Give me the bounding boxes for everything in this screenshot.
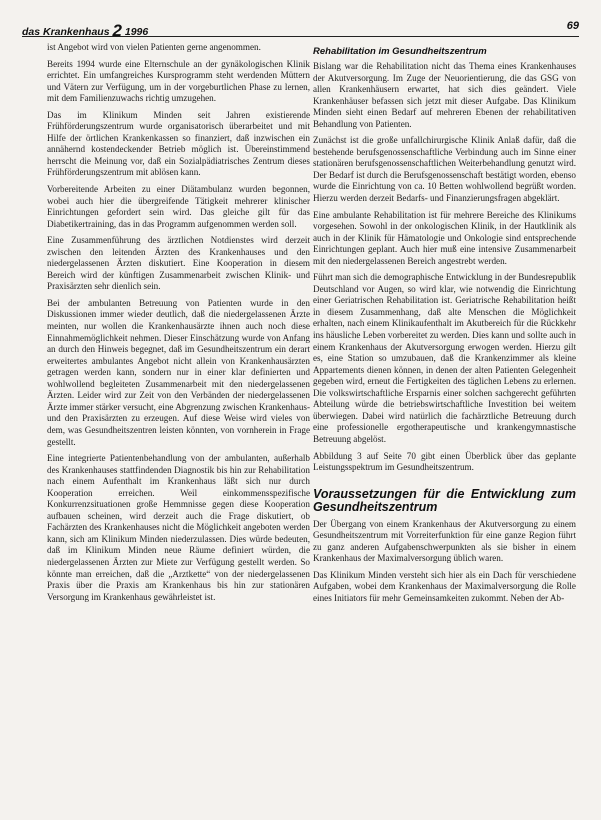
- paragraph: Bislang war die Rehabilitation nicht das Thema eines Krankenhauses der Akutversorgung. Im Zuge der Neuorientierung, die das GSG von allen Krankenhäusern erwartet, hat sich dies geändert. Viele Krankenhäuser befassen sich jetzt mit dieser Aufgabe. Das Klinikum Minden sieht einen Bedarf auf mehreren Ebenen der rehabilitativen Behandlung von Patienten.: [313, 61, 576, 129]
- paragraph: Bereits 1994 wurde eine Elternschule an der gynäkologischen Klinik errichtet. Ein umfangreiches Kursprogramm steht werdenden Müttern und Vätern zur Verfügung, um in der vorgeburtlichen Phase zu lernen, mit dem Familienzuwachs richtig umzugehen.: [47, 58, 310, 104]
- paragraph: Eine Zusammenführung des ärztlichen Notdienstes wird derzeit zwischen den leitenden Ärzten des Krankenhauses und den niedergelassenen Ärzten diskutiert. Eine Kooperation in diesem Bereich wird der künftigen Zusammenarbeit zwischen Klinik- und Praxisärzten sehr dienlich sein.: [47, 235, 310, 292]
- paragraph: Vorbereitende Arbeiten zu einer Diätambulanz wurden begonnen, wobei auch hier die übergreifende Tätigkeit mehrerer klinischer Einrichtungen gefordert sein wird. Das gleiche gilt für das Diabetikertraining, das in das Programm aufgenommen werden soll.: [47, 184, 310, 229]
- running-head: [22, 20, 148, 40]
- paragraph: Eine ambulante Rehabilitation ist für mehrere Bereiche des Klinikums vorgesehen. Sowohl in der onkologischen Klinik, in der Hautklinik als auch in der Klinik für Hämatologie und Onkologie sind entsprechende Einrichtungen geplant. Auch hier muß eine intensive Zusammenarbeit mit den niedergelassenen Bereich angestrebt werden.: [313, 209, 576, 266]
- journal-name: das Krankenhaus: [22, 26, 110, 38]
- paragraph: Abbildung 3 auf Seite 70 gibt einen Überblick über das geplante Leistungsspektrum im Gesundheitszentrum.: [313, 450, 576, 473]
- page-number: 69: [566, 20, 579, 32]
- paragraph: Führt man sich die demographische Entwicklung in der Bundesrepublik Deutschland vor Augen, so wird klar, wie notwendig die Einrichtung einer Geriatrischen Rehabilitation ist. Geriatrische Rehabilitation heißt in diesem Zusammenhang, daß alte Menschen die Möglichkeit erhalten, nach einem Klinikaufenthalt im Akutbereich für die Rückkehr ins häusliche Leben vorbereitet zu werden. Dies kann und sollte auch in einem Krankenhaus der Akutversorgung erwogen werden. Hierzu gilt es, eine Station so umzubauen, daß die Krankenzimmer als kleine Appartements dienen können, in denen der alten Patienten Gelegenheit gegeben wird, erneut die Fertigkeiten des täglichen Lebens zu erlernen. Die volkswirtschaftliche Ersparnis einer solchen sachgerecht geführten Abteilung würde die betriebswirtschaftliche Investition bei weitem überwiegen. Dabei wird natürlich die fachärztliche Betreuung durch eine professionelle ergotherapeutische und krankengymnastische Betreuung abgelöst.: [313, 272, 576, 444]
- paragraph: Eine integrierte Patientenbehandlung von der ambulanten, außerhalb des Krankenhauses stattfindenden Diagnostik bis hin zur Rehabilitation nach einem Aufenthalt im Krankenhaus läßt sich nur durch Kooperation erreichen. Weil einkommensspezifische Konkurrenzsituationen große Hemmnisse gegen diese Kooperation aufbauen scheinen, wird derzeit auch die Frage diskutiert, ob Fachärzten des Krankenhauses nicht die Möglichkeit angeboten werden kann, sich am Klinikum Minden niederzulassen. Dies würde bedeuten, daß im Klinikum Minden neue Räume definiert würden, die niedergelassenen Ärzten zur Miete zur Verfügung gestellt werden. So könnte man erreichen, daß die „Arztkette“ von der niedergelassenen Praxis über die Praxis am Krankenhaus bis hin zur stationären Versorgung im Krankenhaus gewährleistet ist.: [47, 453, 310, 602]
- paragraph: Zunächst ist die große unfallchirurgische Klinik Anlaß dafür, daß die bestehende berufsgenossenschaftliche Verbindung auch im Sinne einer stationären berufsgenossenschaftlichen Weiterbehandlung genutzt wird. Der Bedarf ist durch die Berufsgenossenschaft bestätigt worden, ebenso wurde die Einrichtung von ca. 10 Betten wohlwollend begrüßt worden. Hierzu werden derzeit Bedarfs- und Finanzierungsfragen abgeklärt.: [313, 135, 576, 204]
- issue-year: 1996: [124, 26, 149, 38]
- paragraph: Das im Klinikum Minden seit Jahren existierende Frühförderungszentrum wurde organisatorisch überarbeitet und mit Hilfe der örtlichen Krankenkassen so finanziert, daß inzwischen ein annähernd kostendeckender Betrieb möglich ist. Übereinstimmend herrscht die Meinung vor, daß ein Sozialpädiatrisches Zentrum dieses Frühförderungszentrum mit ablösen kann.: [47, 109, 310, 178]
- page-header: [22, 6, 579, 40]
- paragraph: Bei der ambulanten Betreuung von Patienten wurde in den Diskussionen immer wieder deutlich, daß die niedergelassenen Ärzte meinten, nur wollen die Krankenhausärzte ihnen auch noch diese Einnahmemöglichkeit nehmen. Dieser Einschätzung wurde von Anfang an durch den Hinweis begegnet, daß im Gesundheitszentrum ein derart erweitertes ambulantes Angebot nicht allein von Krankenhausärzten getragen werden kann, sondern nur in einer klar definierten und wohlwollend begleiteten Zusammenarbeit mit den niedergelassenen Ärzten. Leider wird zur Zeit von den Verbänden der niedergelassenen Ärzte immer stärker versucht, eine Abgrenzung zwischen Krankenhaus- und den Praxisärzten zu erzeugen. Auf diese Weise wird vieles von dem, was Gesundheitszentren leisten könnten, von vornherein in Frage gestellt.: [47, 297, 311, 447]
- paragraph: Das Klinikum Minden versteht sich hier als ein Dach für verschiedene Aufgaben, wobei dem Krankenhaus der Maximalversorgung die Rolle eines Initiators für mehr Gemeinsamkeiten zukommt. Neben der Ab-: [313, 569, 576, 603]
- issue-number: 2: [112, 21, 122, 40]
- left-column: [47, 42, 310, 608]
- paragraph: Der Übergang von einem Krankenhaus der Akutversorgung zu einem Gesundheitszentrum mit Vorreiterfunktion für eine ganze Region führt zu ganz anderen Aufgabenschwerpunkten als sie bisher in einem Krankenhaus der Maximalversorgung üblich waren.: [313, 518, 576, 564]
- section-heading-rehabilitation: Rehabilitation im Gesundheitszentrum: [313, 46, 487, 57]
- right-column: [313, 42, 576, 609]
- paragraph: ist Angebot wird von vielen Patienten gerne angenommen.: [47, 42, 261, 52]
- section-heading-voraussetzungen: Voraussetzungen für die Entwicklung zum Gesundheitszentrum: [313, 486, 576, 514]
